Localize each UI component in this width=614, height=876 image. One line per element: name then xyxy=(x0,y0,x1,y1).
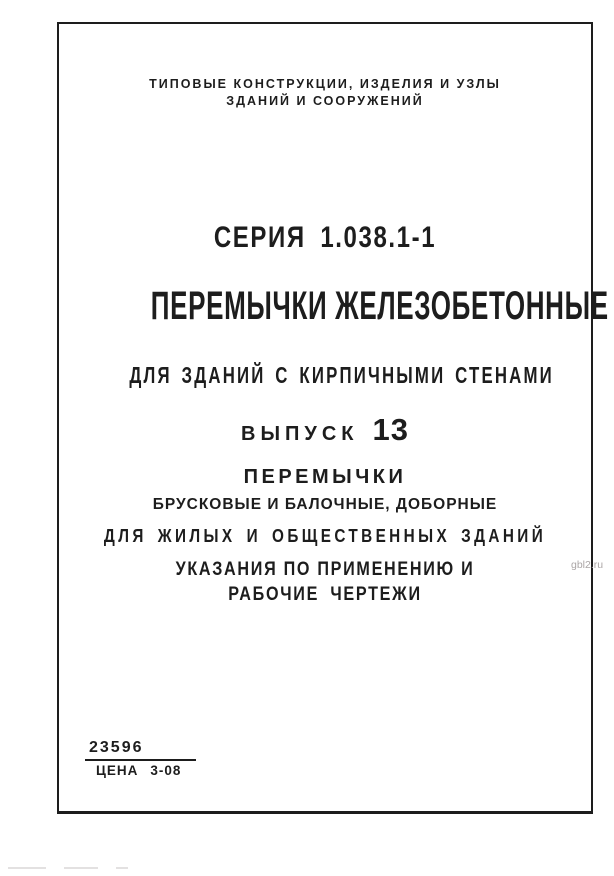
scan-artifact-mark xyxy=(64,867,98,869)
issue-label: ВЫПУСК xyxy=(241,423,359,445)
scan-artifact-mark xyxy=(116,867,128,869)
issue-number: 13 xyxy=(372,412,409,447)
main-title: ПЕРЕМЫЧКИ ЖЕЛЕЗОБЕТОННЫЕ xyxy=(150,284,609,328)
scan-artifact-mark xyxy=(8,867,46,869)
series-title: СЕРИЯ 1.038.1-1 xyxy=(213,221,437,254)
header-line-1: ТИПОВЫЕ КОНСТРУКЦИИ, ИЗДЕЛИЯ И УЗЛЫ xyxy=(149,77,501,91)
scan-artifact xyxy=(8,867,128,869)
product-name: ПЕРЕМЫЧКИ xyxy=(243,466,407,488)
contents-line-2: РАБОЧИЕ ЧЕРТЕЖИ xyxy=(228,584,422,605)
product-application: ДЛЯ ЖИЛЫХ И ОБЩЕСТВЕННЫХ ЗДАНИЙ xyxy=(103,526,547,546)
subtitle: ДЛЯ ЗДАНИЙ С КИРПИЧНЫМИ СТЕНАМИ xyxy=(129,362,554,388)
product-types: БРУСКОВЫЕ И БАЛОЧНЫЕ, ДОБОРНЫЕ xyxy=(152,496,498,513)
document-code: 23596 xyxy=(85,740,196,761)
watermark: gbl2.ru xyxy=(571,559,604,571)
issue-line xyxy=(57,414,593,445)
header-line-2: ЗДАНИЙ И СООРУЖЕНИЙ xyxy=(226,94,424,108)
price-label: ЦЕНА xyxy=(96,763,139,778)
price-value: 3-08 xyxy=(150,763,182,778)
contents-line-1: УКАЗАНИЯ ПО ПРИМЕНЕНИЮ И xyxy=(175,559,475,580)
price-line xyxy=(96,764,181,778)
